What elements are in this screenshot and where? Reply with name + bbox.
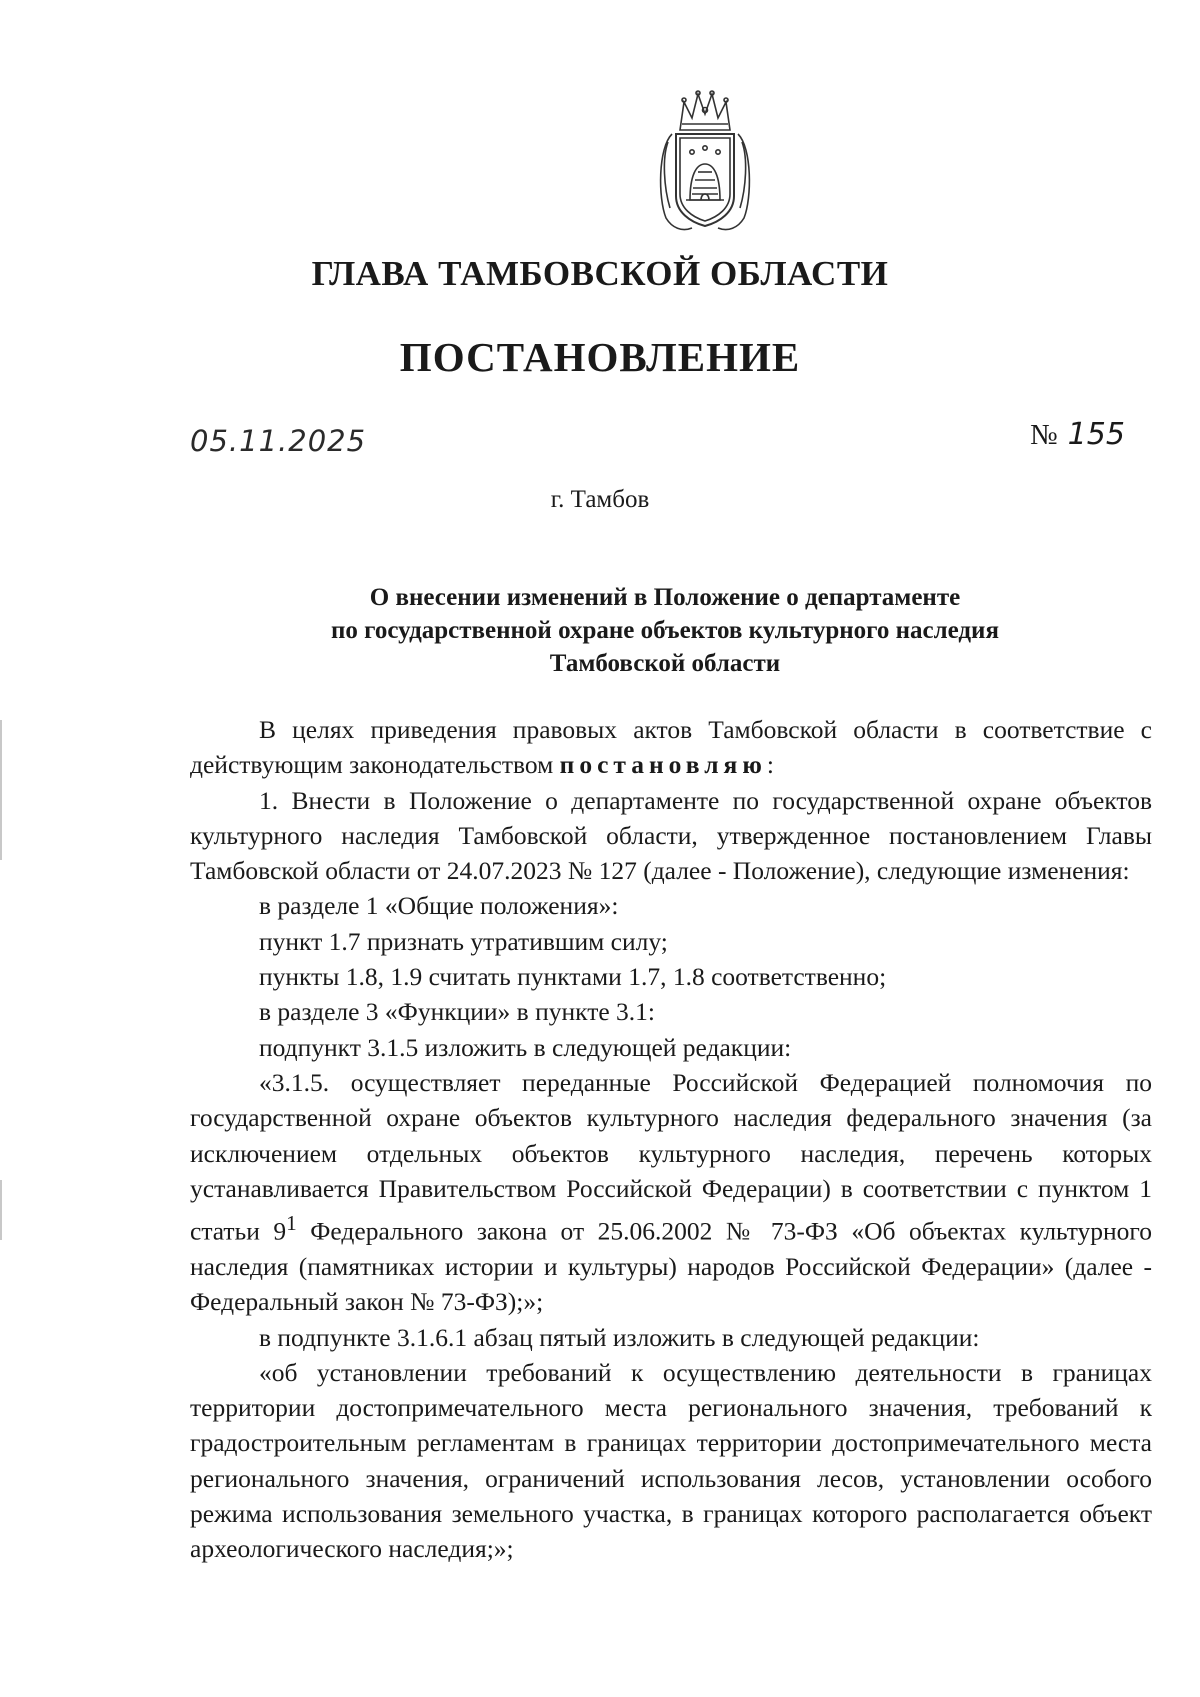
paragraph-text: В целях приведения правовых актов Тамбовской области в соответствие с действующим законодательством [190,715,1152,780]
body-paragraph [190,712,1152,783]
paragraph-text: «3.1.5. осуществляет переданные Российской Федерацией полномочия по государственной охране объектов культурного наследия федерального значения (за исключением отдельных объектов культурного наследия, перечень которых устанавливается Правительством Российской Федерации) в соответствии с пунктом 1 статьи 9 [190,1067,1152,1246]
document-number [1030,417,1125,452]
document-type-title: ПОСТАНОВЛЕНИЕ [399,334,801,380]
body-paragraph: в разделе 3 «Функции» в пункте 3.1: [259,997,655,1027]
number-value: 155 [1067,417,1125,452]
paragraph-text: : [766,750,774,780]
body-paragraph: в разделе 1 «Общие положения»: [259,891,619,921]
body-paragraph: 1. Внести в Положение о департаменте по государственной охране объектов культурного наследия Тамбовской области, утвержденное постановлением Главы Тамбовской области от 24.07.2023 № 127 (далее - Положение), следующие изменения: [190,785,1152,886]
scan-edge-mark [0,1180,2,1240]
subject-line: по государственной охране объектов культурного наследия [331,617,999,644]
coat-of-arms-emblem [652,88,758,236]
body-paragraph: пункты 1.8, 1.9 считать пунктами 1.7, 1.8 соответственно; [259,962,887,992]
paragraph-text: Федерального закона от 25.06.2002 № 73-ФЗ «Об объектах культурного наследия (памятниках истории и культуры) народов Российской Федерации» (далее - Федеральный закон № 73-ФЗ);»; [190,1216,1152,1317]
superscript: 1 [286,1211,297,1236]
document-body [190,712,1152,1567]
subject-line: Тамбовской области [549,650,781,677]
document-date: 05.11.2025 [190,424,367,458]
body-paragraph: пункт 1.7 признать утратившим силу; [259,926,668,956]
number-label: № [1030,419,1058,451]
body-paragraph [190,1065,1152,1320]
decree-keyword: постановляю [559,750,767,780]
scan-edge-mark [0,720,2,860]
body-paragraph: «об установлении требований к осуществлению деятельности в границах территории достопримечательного места регионального значения, требований к градостроительным регламентам в границах территории достопримечательного места регионального значения, ограничений использования лесов, установлении особого режима использования земельного участка, в границах которого располагается объект археологического наследия;»; [190,1357,1152,1564]
subject-line: О внесении изменений в Положение о департаменте [369,584,961,611]
body-paragraph: в подпункте 3.1.6.1 абзац пятый изложить в следующей редакции: [259,1322,980,1352]
document-subject [190,581,1140,680]
document-city: г. Тамбов [550,486,650,513]
issuing-authority-title: ГЛАВА ТАМБОВСКОЙ ОБЛАСТИ [311,254,889,293]
body-paragraph: подпункт 3.1.5 изложить в следующей редакции: [259,1032,792,1062]
